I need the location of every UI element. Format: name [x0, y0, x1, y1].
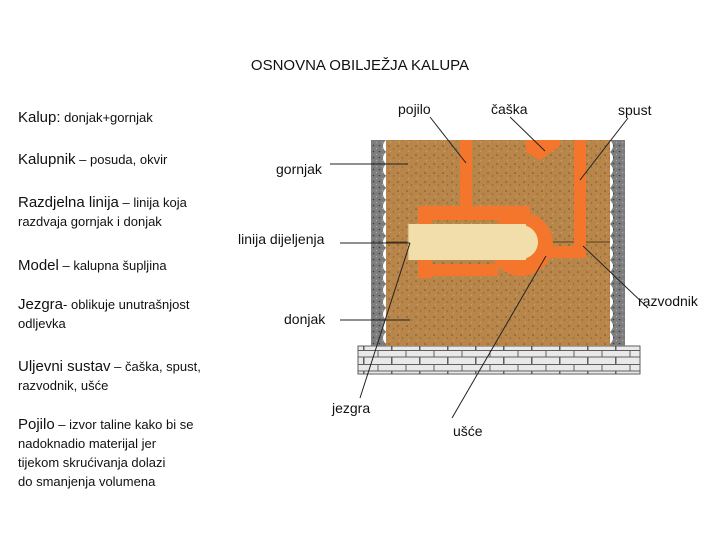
- label-pojilo: pojilo: [398, 101, 431, 117]
- definition-desc: - oblikuje unutrašnjost: [63, 297, 190, 312]
- label-linija-dijeljenja: linija dijeljenja: [238, 231, 325, 247]
- definition-term: Kalupnik: [18, 151, 76, 168]
- definition-term: Uljevni sustav: [18, 358, 111, 375]
- sprue: [574, 140, 586, 252]
- flask-right-wall: [610, 140, 625, 346]
- definition-term: Jezgra: [18, 296, 64, 313]
- definition-cont: nadoknadio materijal jer tijekom skrućivanja dolazi do smanjenja volumena: [18, 436, 166, 489]
- definition-desc: – čaška, spust,: [110, 359, 201, 374]
- label-usce: ušće: [453, 423, 483, 439]
- definition-desc: – posuda, okvir: [75, 152, 168, 167]
- label-spust: spust: [618, 102, 652, 118]
- definition-desc: – izvor taline kako bi se: [54, 417, 194, 432]
- label-jezgra: jezgra: [332, 400, 371, 416]
- definition-term: Model: [18, 257, 59, 274]
- definition-cont: razdvaja gornjak i donjak: [18, 214, 162, 229]
- definition-desc: – linija koja: [118, 195, 187, 210]
- label-donjak: donjak: [284, 311, 326, 327]
- brick-base: [358, 346, 640, 374]
- core-print: [504, 225, 538, 259]
- definition-term: Razdjelna linija: [18, 194, 119, 211]
- definition-term: Pojilo: [18, 416, 55, 433]
- definition-term: Kalup:: [18, 109, 61, 126]
- riser: [460, 140, 472, 212]
- label-razvodnik: razvodnik: [638, 293, 698, 309]
- definition-desc: – kalupna šupljina: [58, 258, 167, 273]
- page-title: OSNOVNA OBILJEŽJA KALUPA: [250, 57, 470, 74]
- definition-cont: razvodnik, ušće: [18, 378, 109, 393]
- definition-cont: odljevka: [18, 316, 66, 331]
- label-gornjak: gornjak: [276, 161, 322, 177]
- label-caska: čaška: [491, 101, 528, 117]
- casting-bottom: [418, 264, 498, 276]
- definition-desc: donjak+gornjak: [60, 110, 153, 125]
